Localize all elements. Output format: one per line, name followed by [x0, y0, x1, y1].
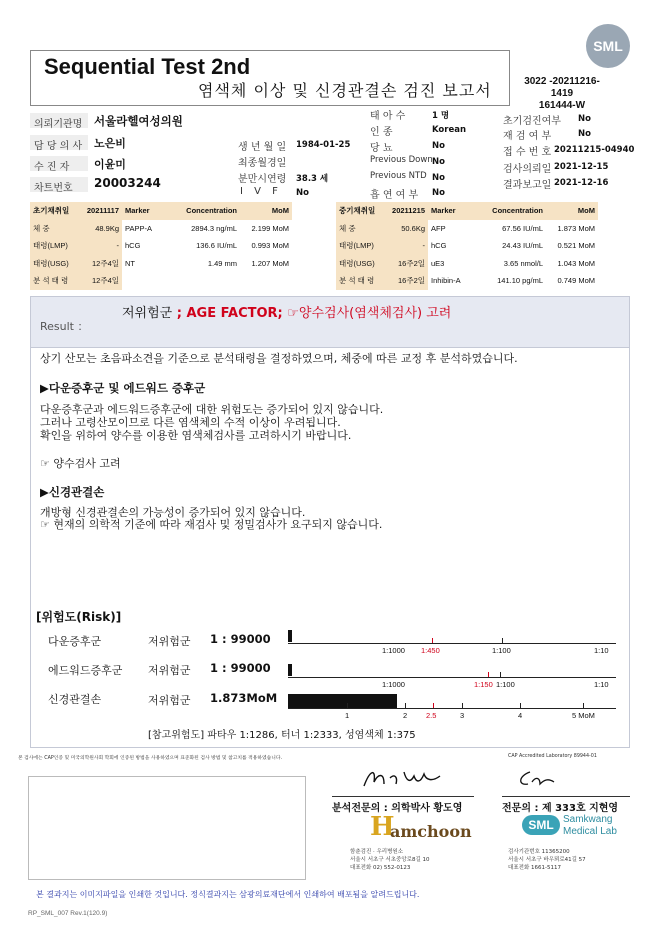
race-label: 인 종	[370, 127, 393, 138]
ntd-scale-tick	[520, 703, 521, 708]
sml-addr-line2: 서울시 서초구 바우뫼로41길 57	[508, 857, 586, 863]
ntd-mom-bar	[288, 694, 397, 708]
comment-box	[28, 776, 306, 880]
intro-text: 상기 산모는 초음파소견을 기준으로 분석태령을 결정하였으며, 체중에 따른 교정 후 분석하였습니다.	[40, 352, 518, 365]
request-date-value: 2021-12-15	[554, 162, 609, 172]
edwards-scale-tick	[488, 672, 489, 677]
patient-label: 수 진 자	[34, 162, 70, 173]
edwards-scale-tick	[500, 672, 501, 677]
sml-addr-line1: 검사기관번호 11365200	[508, 849, 570, 855]
ntd-scale-tick	[583, 703, 584, 708]
marker-row	[30, 220, 292, 238]
row-key: 중기채취일	[336, 202, 384, 220]
marker-concentration: Concentration	[168, 202, 240, 220]
retest-label: 재 검 여 부	[503, 131, 552, 142]
sml-addr-line3: 대표전화 1661-5117	[508, 865, 561, 871]
marker-concentration: 3.65 nmol/L	[503, 258, 543, 268]
first-trimester-table	[30, 202, 292, 290]
marker-mom: 1.207 MoM	[251, 258, 289, 268]
ntd-value: 1.873MoM	[210, 691, 278, 705]
specialist-sign-line	[502, 796, 630, 797]
report-number-line1: 3022 -20211216-1419	[524, 76, 600, 99]
ntd-scale-label: 2	[403, 711, 408, 720]
row-value: -	[78, 237, 122, 255]
ntd-scale-line	[288, 708, 616, 709]
ntd-scale-label: 1	[345, 711, 350, 720]
patient-value: 이윤미	[94, 158, 126, 171]
chart-value: 20003244	[94, 176, 161, 190]
hamchoon-addr-line1: 함춘검진 · 우리병원소	[350, 849, 404, 855]
result-amnio: ☞양수검사(염색체검사) 고려	[287, 306, 452, 321]
hamchoon-addr-line2: 서울시 서초구 서초중앙로8길 10	[350, 857, 430, 863]
marker-row	[30, 255, 292, 273]
marker-concentration: 136.6 IU/mL	[196, 241, 237, 251]
p1d: ☞ 양수검사 고려	[40, 457, 121, 470]
report-date-value: 2021-12-16	[554, 178, 609, 188]
row-key: 태령(USG)	[336, 255, 384, 273]
down-scale-label: 1:10	[594, 646, 609, 655]
marker-name: Marker	[428, 202, 474, 220]
ntd-level: 저위험군	[148, 694, 191, 707]
second-trimester-table	[336, 202, 598, 290]
row-key: 태령(LMP)	[336, 237, 384, 255]
p1c: 확인을 위하여 양수를 이용한 염색체검사를 고려하시기 바랍니다.	[40, 429, 352, 442]
row-key: 태령(LMP)	[30, 237, 78, 255]
fetus-label: 태 아 수	[370, 111, 406, 122]
smoking-value: No	[432, 188, 445, 198]
specialist-label: 전문의 : 제 333호 지현영	[502, 803, 619, 814]
marker-concentration: 141.10 pg/mL	[497, 276, 543, 286]
down-label: 다운증후군	[48, 635, 102, 648]
analyst-sign-line	[332, 796, 474, 797]
institution-value: 서울라헬여성의원	[94, 114, 183, 128]
edwards-risk-marker	[288, 664, 292, 676]
report-number-line2: 161444-W	[538, 100, 586, 111]
marker-concentration: 1.49 mm	[207, 258, 237, 268]
marker-mom: 1.873 MoM	[557, 223, 595, 233]
down-scale-line	[288, 643, 616, 644]
row-key: 체 중	[30, 220, 78, 238]
marker-row	[30, 272, 292, 290]
hamchoon-addr-line3: 대표전화 02) 552-0123	[350, 865, 411, 871]
row-value: 16주2일	[384, 272, 428, 290]
reference-risk: [참고위험도] 파타우 1:1286, 터너 1:2333, 성염색체 1:375	[148, 730, 416, 741]
marker-row	[336, 237, 598, 255]
marker-mom: MoM	[546, 202, 598, 220]
accreditation-note: 본 검사에는 CAP인증 및 미국의학원사회 학회에 인증된 방법을 사용하였으며 표준화된 검사 방법 및 참고치를 적용하였습니다.	[18, 756, 283, 761]
ntd-scale-label: 2.5	[426, 711, 437, 720]
down-scale-label: 1:100	[492, 646, 511, 655]
down-scale-tick	[432, 638, 433, 643]
lmp-label: 최종월경일	[238, 158, 287, 169]
marker-row	[336, 272, 598, 290]
report-title: Sequential Test 2nd	[44, 54, 251, 79]
down-value: 1 : 99000	[210, 632, 271, 646]
edwards-value: 1 : 99000	[210, 661, 271, 675]
edwards-label: 에드워드증후군	[48, 664, 123, 677]
result-summary	[122, 302, 451, 321]
fetus-value: 1 명	[432, 111, 450, 121]
marker-row	[336, 255, 598, 273]
row-value: 20211215	[384, 202, 428, 220]
doctor-label: 담 당 의 사	[34, 141, 83, 152]
down-risk-marker	[288, 630, 292, 642]
smoking-label: 흡 연 여 부	[370, 190, 419, 201]
ntd-scale-tick	[462, 703, 463, 708]
ivf-label: I V F	[240, 186, 282, 197]
marker-mom: 0.749 MoM	[557, 276, 595, 286]
marker-row	[336, 202, 598, 220]
marker-name: uE3	[428, 255, 474, 273]
hamchoon-logo-text: amchoon	[390, 822, 472, 841]
prev-ntd-label: Previous NTD	[370, 171, 427, 181]
row-value: 16주2일	[384, 255, 428, 273]
analyst-label: 분석전문의 : 의학박사 황도영	[332, 803, 463, 814]
result-low-risk: 저위험군	[122, 306, 173, 321]
row-key: 분 석 태 령	[30, 272, 78, 290]
result-age-factor: ; AGE FACTOR;	[172, 306, 288, 321]
marker-name: hCG	[122, 237, 168, 255]
result-label: Result ：	[40, 320, 89, 333]
sml-logo	[586, 24, 630, 68]
marker-row	[30, 202, 292, 220]
ntd-scale-label: 5 MoM	[572, 711, 595, 720]
marker-name: NT	[122, 255, 168, 273]
marker-mom: 0.993 MoM	[251, 241, 289, 251]
hamchoon-address	[350, 848, 430, 872]
prev-down-label: Previous Down	[370, 155, 433, 165]
cap-note: CAP Accredited Laboratory 89944-01	[508, 754, 597, 759]
report-number	[514, 76, 610, 112]
p2a: 개방형 신경관결손의 가능성이 증가되어 있지 않습니다.	[40, 506, 306, 519]
logo-text: SML	[593, 38, 623, 54]
marker-name: hCG	[428, 237, 474, 255]
report-date-label: 결과보고일	[503, 180, 552, 191]
chart-label: 차트번호	[34, 183, 73, 194]
race-value: Korean	[432, 125, 467, 135]
ntd-scale-label: 4	[518, 711, 523, 720]
down-scale-label: 1:450	[421, 646, 440, 655]
marker-row	[30, 237, 292, 255]
marker-mom: 1.043 MoM	[557, 258, 595, 268]
prev-down-value: No	[432, 157, 445, 167]
marker-row	[336, 220, 598, 238]
report-subtitle: 염색체 이상 및 신경관결손 검진 보고서	[198, 81, 492, 100]
row-key: 체 중	[336, 220, 384, 238]
diabetes-label: 당 뇨	[370, 143, 393, 154]
sml-address	[508, 848, 586, 872]
marker-mom: 0.521 MoM	[557, 241, 595, 251]
marker-name: Inhibin-A	[428, 272, 474, 290]
dob-value: 1984-01-25	[296, 140, 351, 150]
ntd-scale-tick	[405, 703, 406, 708]
risk-title: [위험도(Risk)]	[36, 610, 122, 624]
marker-concentration	[168, 272, 240, 290]
row-value: 12주4일	[78, 255, 122, 273]
p1a: 다운증후군과 에드워드증후군에 대한 위험도는 증가되어 있지 않습니다.	[40, 403, 384, 416]
row-key: 분 석 태 령	[336, 272, 384, 290]
form-code: RP_SML_007 Rev.1(120.9)	[28, 910, 108, 917]
edwards-scale-line	[288, 677, 616, 678]
marker-name: AFP	[428, 220, 474, 238]
row-key: 태령(USG)	[30, 255, 78, 273]
p2b: ☞ 현재의 의학적 기준에 따라 재검사 및 정밀검사가 요구되지 않습니다.	[40, 518, 383, 531]
row-value: 20211117	[78, 202, 122, 220]
receipt-value: 20211215-04940	[554, 145, 635, 155]
ntd-scale-label: 3	[460, 711, 465, 720]
p1b: 그러나 고령산모이므로 다른 염색체의 수적 이상이 우려됩니다.	[40, 416, 341, 429]
request-date-label: 검사의뢰일	[503, 164, 552, 175]
edwards-scale-label: 1:1000	[382, 680, 405, 689]
edd-age-label: 분만시연령	[238, 174, 287, 185]
edwards-scale-label: 1:10	[594, 680, 609, 689]
down-level: 저위험군	[148, 635, 191, 648]
down-scale-label: 1:1000	[382, 646, 405, 655]
bottom-notice: 본 결과지는 이미지파일을 인쇄한 것입니다. 정식결과지는 삼광의료재단에서 인쇄하여 배포됨을 알려드립니다.	[36, 890, 420, 899]
row-value: -	[384, 237, 428, 255]
marker-concentration: 67.56 IU/mL	[502, 223, 543, 233]
marker-name: Marker	[122, 202, 168, 220]
ivf-value: No	[296, 188, 309, 198]
edwards-scale-label: 1:100	[496, 680, 515, 689]
edd-age-value: 38.3 세	[296, 174, 329, 184]
marker-concentration: 24.43 IU/mL	[502, 241, 543, 251]
ntd-label: 신경관결손	[48, 693, 102, 706]
down-scale-tick	[502, 638, 503, 643]
section-ntd: ▶신경관결손	[40, 485, 105, 499]
sml-name-line1: Samkwang	[563, 814, 613, 825]
row-key: 초기채취일	[30, 202, 78, 220]
marker-concentration: Concentration	[474, 202, 546, 220]
institution-label: 의뢰기관명	[34, 119, 83, 130]
analyst-signature	[360, 764, 450, 792]
first-screen-label: 초기검진여부	[503, 116, 561, 127]
row-value: 50.6Kg	[384, 220, 428, 238]
receipt-label: 접 수 번 호	[503, 147, 552, 158]
marker-name	[122, 272, 168, 290]
specialist-signature	[514, 768, 564, 790]
marker-mom: MoM	[240, 202, 292, 220]
sml-name-line2: Medical Lab	[563, 826, 617, 837]
dob-label: 생 년 월 일	[238, 142, 287, 153]
ntd-scale-tick	[347, 703, 348, 708]
row-value: 48.9Kg	[78, 220, 122, 238]
prev-ntd-value: No	[432, 173, 445, 183]
marker-mom: 2.199 MoM	[251, 223, 289, 233]
section-down-edwards: ▶다운증후군 및 에드워드 증후군	[40, 381, 206, 395]
ntd-scale-tick	[433, 703, 434, 708]
retest-value: No	[578, 129, 591, 139]
first-screen-value: No	[578, 114, 591, 124]
doctor-value: 노은비	[94, 137, 126, 150]
marker-concentration: 2894.3 ng/mL	[191, 223, 237, 233]
marker-name: PAPP-A	[122, 220, 168, 238]
row-value: 12주4일	[78, 272, 122, 290]
edwards-scale-label: 1:150	[474, 680, 493, 689]
hamchoon-logo-h: H	[370, 812, 395, 842]
sml-small-logo: SML	[522, 815, 560, 835]
marker-mom	[240, 272, 292, 290]
diabetes-value: No	[432, 141, 445, 151]
edwards-level: 저위험군	[148, 664, 191, 677]
